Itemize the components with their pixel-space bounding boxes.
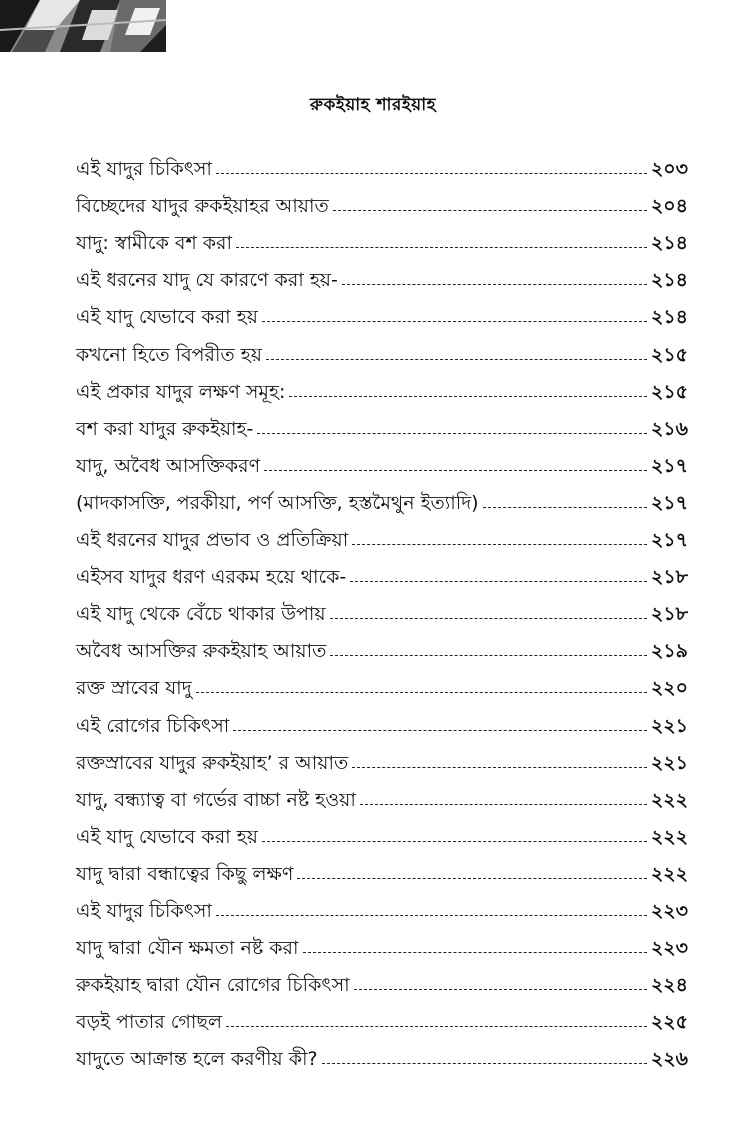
- dash-leader: [352, 767, 647, 768]
- toc-entry-page-number: ২১৭: [650, 529, 688, 552]
- toc-entry-title: যাদুতে আক্রান্ত হলে করণীয় কী?: [76, 1048, 318, 1071]
- dash-leader: [262, 321, 647, 322]
- toc-entry: [76, 847, 688, 884]
- toc-entry: [76, 698, 688, 735]
- toc-entry-title: বিচ্ছেদের যাদুর রুকইয়াহর আয়াত: [76, 195, 329, 218]
- toc-entry-page-number: ২২৫: [650, 1011, 688, 1034]
- toc-entry: [76, 661, 688, 698]
- dash-leader: [289, 396, 647, 397]
- toc-entry-page-number: ২২৩: [650, 937, 688, 960]
- toc-entry-title: যাদু দ্বারা যৌন ক্ষমতা নষ্ট করা: [76, 937, 299, 960]
- toc-entry-page-number: ২২১: [650, 751, 688, 774]
- toc-entry-page-number: ২২৬: [650, 1048, 688, 1071]
- toc-entry-title: (মাদকাসক্তি, পরকীয়া, পর্ণ আসক্তি, হস্তমৈথুন ইত্যাদি): [76, 491, 479, 514]
- toc-entry: [76, 402, 688, 439]
- toc-entry-page-number: ২২২: [650, 825, 688, 848]
- toc-entry-title: এই যাদু যেভাবে করা হয়: [76, 306, 258, 329]
- toc-entry-title: যাদু দ্বারা বন্ধাত্বের কিছু লক্ষণ: [76, 862, 294, 885]
- toc-entry-page-number: ২১৪: [650, 306, 688, 329]
- toc-entry-title: এই ধরনের যাদু যে কারণে করা হয়-: [76, 269, 338, 292]
- dash-leader: [257, 433, 647, 434]
- dash-leader: [483, 507, 647, 508]
- toc-entry-title: এই প্রকার যাদুর লক্ষণ সমূহ:: [76, 380, 286, 403]
- toc-entry-title: রুকইয়াহ দ্বারা যৌন রোগের চিকিৎসা: [76, 974, 350, 997]
- dash-leader: [196, 692, 647, 693]
- toc-entry-title: রক্তস্রাবের যাদুর রুকইয়াহ’ র আয়াত: [76, 751, 349, 774]
- dash-leader: [226, 1026, 647, 1027]
- toc-entry: [76, 624, 688, 661]
- dash-leader: [233, 730, 647, 731]
- toc-entry-title: অবৈধ আসক্তির রুকইয়াহ আয়াত: [76, 640, 327, 663]
- toc-entry-page-number: ২১৮: [650, 566, 688, 589]
- toc-entry: [76, 958, 688, 995]
- toc-entry: [76, 253, 688, 290]
- toc-entry: [76, 179, 688, 216]
- toc-entry-page-number: ২২৪: [650, 974, 688, 997]
- toc-entry-title: বড়ই পাতার গোছল: [76, 1011, 223, 1034]
- toc-entry-page-number: ২২২: [650, 788, 688, 811]
- toc-entry-page-number: ২১৪: [650, 269, 688, 292]
- toc-entry: [76, 476, 688, 513]
- toc-entry: [76, 365, 688, 402]
- toc-entry: [76, 550, 688, 587]
- toc-entry: [76, 736, 688, 773]
- toc-entry-title: এই যাদু যেভাবে করা হয়: [76, 825, 258, 848]
- toc-entry-title: এই ধরনের যাদুর প্রভাব ও প্রতিক্রিয়া: [76, 529, 349, 552]
- dash-leader: [322, 1063, 647, 1064]
- dash-leader: [216, 173, 647, 174]
- dash-leader: [266, 359, 647, 360]
- toc-entry-page-number: ২১৯: [650, 640, 688, 663]
- toc-entry: [76, 439, 688, 476]
- toc-entry-title: এই রোগের চিকিৎসা: [76, 714, 230, 737]
- dash-leader: [342, 284, 647, 285]
- toc-entry-page-number: ২১৮: [650, 603, 688, 626]
- toc-entry: [76, 513, 688, 550]
- cover-pattern-fragment: [0, 0, 166, 52]
- toc-entry-page-number: ২১৫: [650, 380, 688, 403]
- dash-leader: [352, 544, 647, 545]
- toc-entry-page-number: ২১৭: [650, 491, 688, 514]
- table-of-contents: [76, 142, 688, 1069]
- toc-entry: [76, 884, 688, 921]
- toc-entry-page-number: ২২৩: [650, 899, 688, 922]
- toc-entry: [76, 810, 688, 847]
- toc-entry: [76, 142, 688, 179]
- running-header: রুকইয়াহ শারইয়াহ: [309, 95, 437, 115]
- toc-entry-page-number: ২১৫: [650, 343, 688, 366]
- dash-leader: [297, 878, 647, 879]
- toc-entry-page-number: ২২২: [650, 862, 688, 885]
- dash-leader: [350, 581, 647, 582]
- toc-entry-page-number: ২০৩: [650, 158, 688, 181]
- dash-leader: [262, 841, 647, 842]
- toc-entry-title: যাদু, অবৈধ আসক্তিকরণ: [76, 454, 261, 477]
- toc-entry-page-number: ২০৪: [650, 195, 688, 218]
- toc-entry: [76, 290, 688, 327]
- dash-leader: [360, 804, 647, 805]
- toc-entry-page-number: ২১৬: [650, 417, 688, 440]
- dash-leader: [354, 989, 647, 990]
- toc-entry-title: এইসব যাদুর ধরণ এরকম হয়ে থাকে-: [76, 566, 347, 589]
- geometric-pattern-image: [0, 0, 166, 52]
- toc-entry: [76, 921, 688, 958]
- toc-entry-page-number: ২১৪: [650, 232, 688, 255]
- toc-entry-title: এই যাদু থেকে বেঁচে থাকার উপায়: [76, 603, 326, 626]
- toc-entry-title: যাদু: স্বামীকে বশ করা: [76, 232, 233, 255]
- dash-leader: [216, 915, 647, 916]
- toc-entry-title: যাদু, বন্ধ্যাত্ব বা গর্ভের বাচ্চা নষ্ট হওয়া: [76, 788, 356, 811]
- dash-leader: [236, 247, 647, 248]
- toc-entry-title: রক্ত স্রাবের যাদু: [76, 677, 192, 700]
- toc-entry-title: বশ করা যাদুর রুকইয়াহ-: [76, 417, 254, 440]
- dash-leader: [330, 655, 647, 656]
- toc-entry: [76, 995, 688, 1032]
- toc-entry: [76, 1032, 688, 1069]
- toc-entry: [76, 773, 688, 810]
- dash-leader: [330, 618, 647, 619]
- toc-entry: [76, 587, 688, 624]
- toc-entry-page-number: ২২০: [650, 677, 688, 700]
- toc-entry-page-number: ২২১: [650, 714, 688, 737]
- dash-leader: [303, 952, 647, 953]
- toc-entry-page-number: ২১৭: [650, 454, 688, 477]
- toc-entry-title: এই যাদুর চিকিৎসা: [76, 899, 212, 922]
- dash-leader: [264, 470, 647, 471]
- toc-entry-title: কখনো হিতে বিপরীত হয়: [76, 343, 262, 366]
- toc-entry: [76, 327, 688, 364]
- dash-leader: [333, 210, 647, 211]
- toc-entry-title: এই যাদুর চিকিৎসা: [76, 158, 212, 181]
- toc-entry: [76, 216, 688, 253]
